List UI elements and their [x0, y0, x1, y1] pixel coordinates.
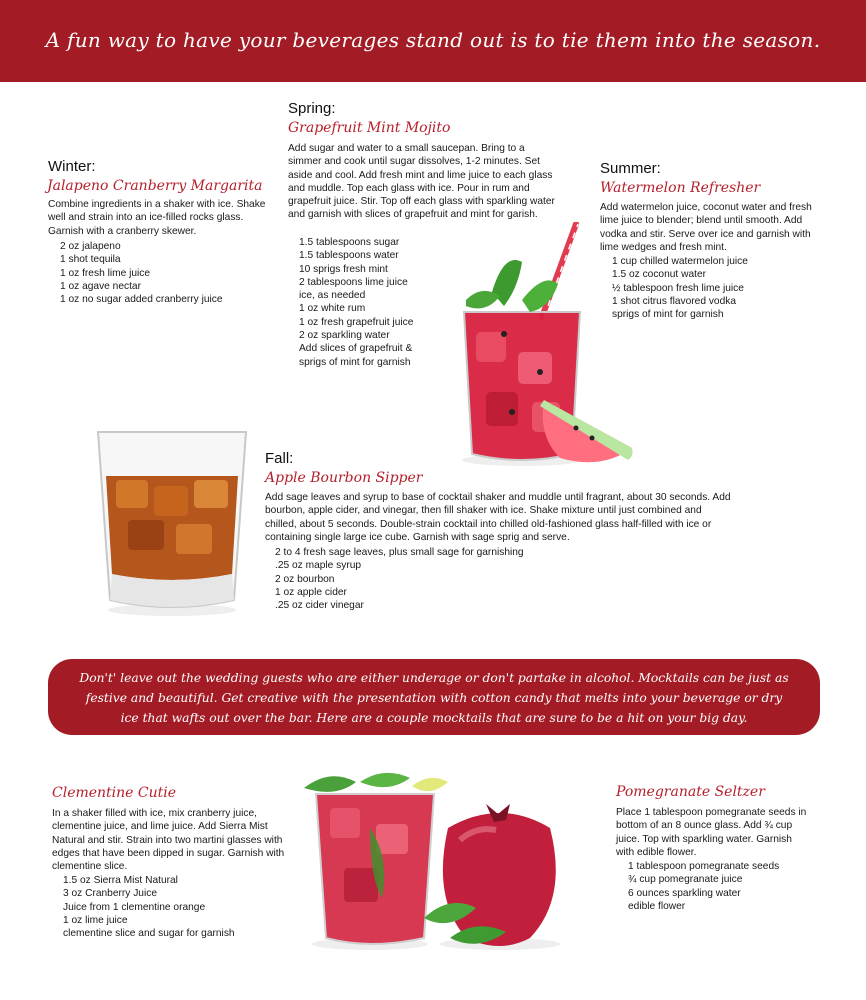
ingredient: clementine slice and sugar for garnish	[63, 928, 235, 940]
ingredient: 3 oz Cranberry Juice	[63, 888, 157, 900]
ingredient: 2 oz jalapeno	[60, 241, 121, 252]
ingredient: .25 oz maple syrup	[275, 560, 362, 572]
ingredient: 1.5 oz coconut water	[612, 269, 707, 281]
ingredient: sprigs of mint for garnish	[299, 356, 411, 368]
pomegranate-ingredients	[628, 860, 779, 913]
pomegranate-directions: Place 1 tablespoon pomegranate seeds in bottom of an 8 ounce glass. Add ¾ cup juice. Top with sparkling water. Garnish with edible flower.	[616, 807, 807, 858]
ingredient: Add slices of grapefruit &	[299, 343, 413, 355]
ingredient: 1 shot tequila	[60, 254, 121, 266]
spring-recipe-title: Grapefruit Mint Mojito	[288, 120, 451, 136]
ingredient: ice, as needed	[299, 290, 366, 302]
clementine-directions: In a shaker filled with ice, mix cranberry juice, clementine juice, and lime juice. Add Sierra Mist Natural and stir. Strain into two martini glasses with edges that have been dipped in sugar. Garnish with clementine slice.	[52, 808, 285, 873]
ingredient: 1 shot citrus flavored vodka	[612, 295, 737, 307]
ingredient: 1 oz white rum	[299, 303, 366, 315]
mocktail-note: Don't' leave out the wedding guests who are either underage or don't partake in alcohol. Mocktails can be just as festive and beautiful. Get creative with the presentation with cotton candy that melts into your beverage or dry ice that wafts out over the bar. Here are a couple mocktails that are sure to be a hit on your big day.	[79, 671, 789, 725]
winter-season-label: Winter:	[48, 158, 96, 175]
ingredient: 2 oz sparkling water	[299, 330, 390, 342]
ingredient: Juice from 1 clementine orange	[63, 901, 206, 913]
clementine-ingredients	[63, 874, 235, 940]
fall-ingredients	[275, 546, 524, 612]
winter-directions: Combine ingredients in a shaker with ice. Shake well and strain into an ice-filled rocks glass. Garnish with a cranberry skewer.	[48, 199, 266, 237]
ingredient: 1.5 tablespoons sugar	[299, 237, 400, 248]
winter-recipe-title: Jalapeno Cranberry Margarita	[47, 178, 263, 194]
ingredient: ½ tablespoon fresh lime juice	[612, 282, 744, 294]
pomegranate-recipe-title: Pomegranate Seltzer	[616, 784, 765, 800]
fall-recipe-title: Apple Bourbon Sipper	[265, 470, 423, 486]
ingredient: ¾ cup pomegranate juice	[628, 874, 743, 886]
winter-ingredients	[60, 240, 223, 306]
ingredient: edible flower	[628, 900, 686, 912]
spring-season-label: Spring:	[288, 100, 336, 117]
ingredient: 1 oz agave nectar	[60, 280, 141, 292]
fall-directions: Add sage leaves and syrup to base of cocktail shaker and muddle until fragrant, about 30 seconds. Add bourbon, apple cider, and vinegar, then fill shaker with ice. Shake mixture until just combined and chilled, about 5 seconds. Double-strain cocktail into chilled old-fashioned glass half-filled with ice or containing single large ice cube. Garnish with sage sprig and serve.	[265, 492, 731, 543]
ingredient: 2 tablespoons lime juice	[299, 276, 408, 288]
ingredient: 1 oz no sugar added cranberry juice	[60, 294, 223, 306]
spring-directions: Add sugar and water to a small saucepan. Bring to a simmer and cook until sugar dissolves, 1-2 minutes. Set aside and cool. Add fresh mint and lime juice to each glass and muddle. Top each glass with ice. Pour in rum and grapefruit juice. Stir. Top off each glass with sparkling water and garnish with slices of grapefruit and mint for garish.	[288, 143, 555, 221]
grapefruit-mojito-glass-image	[452, 222, 642, 472]
mocktail-glass-with-pomegranate-image	[300, 768, 600, 958]
ingredient: 1.5 oz Sierra Mist Natural	[63, 875, 178, 886]
ingredient: .25 oz cider vinegar	[275, 600, 364, 612]
ingredient: 1 oz fresh grapefruit juice	[299, 316, 414, 328]
summer-recipe-title: Watermelon Refresher	[600, 180, 761, 196]
ingredient: 1.5 tablespoons water	[299, 250, 399, 262]
ingredient: 1 oz apple cider	[275, 586, 347, 598]
ingredient: 1 tablespoon pomegranate seeds	[628, 861, 780, 872]
ingredient: 6 ounces sparkling water	[628, 887, 741, 899]
ingredient: 10 sprigs fresh mint	[299, 263, 388, 275]
ingredient: 1 cup chilled watermelon juice	[612, 256, 748, 267]
ingredient: 1 oz lime juice	[63, 914, 128, 926]
whiskey-glass-image	[94, 424, 250, 618]
spring-ingredients	[299, 236, 413, 369]
clementine-recipe-title: Clementine Cutie	[52, 785, 177, 801]
ingredient: 2 to 4 fresh sage leaves, plus small sage for garnishing	[275, 547, 524, 558]
ingredient: sprigs of mint for garnish	[612, 309, 724, 321]
header-tagline: A fun way to have your beverages stand out is to tie them into the season.	[45, 28, 821, 52]
fall-season-label: Fall:	[265, 450, 294, 467]
ingredient: 2 oz bourbon	[275, 573, 335, 585]
ingredient: 1 oz fresh lime juice	[60, 267, 151, 279]
summer-season-label: Summer:	[600, 160, 661, 177]
summer-directions: Add watermelon juice, coconut water and fresh lime juice to blender; blend until smooth. Add vodka and stir. Serve over ice and garnish with lime wedges and fresh mint.	[600, 202, 812, 253]
